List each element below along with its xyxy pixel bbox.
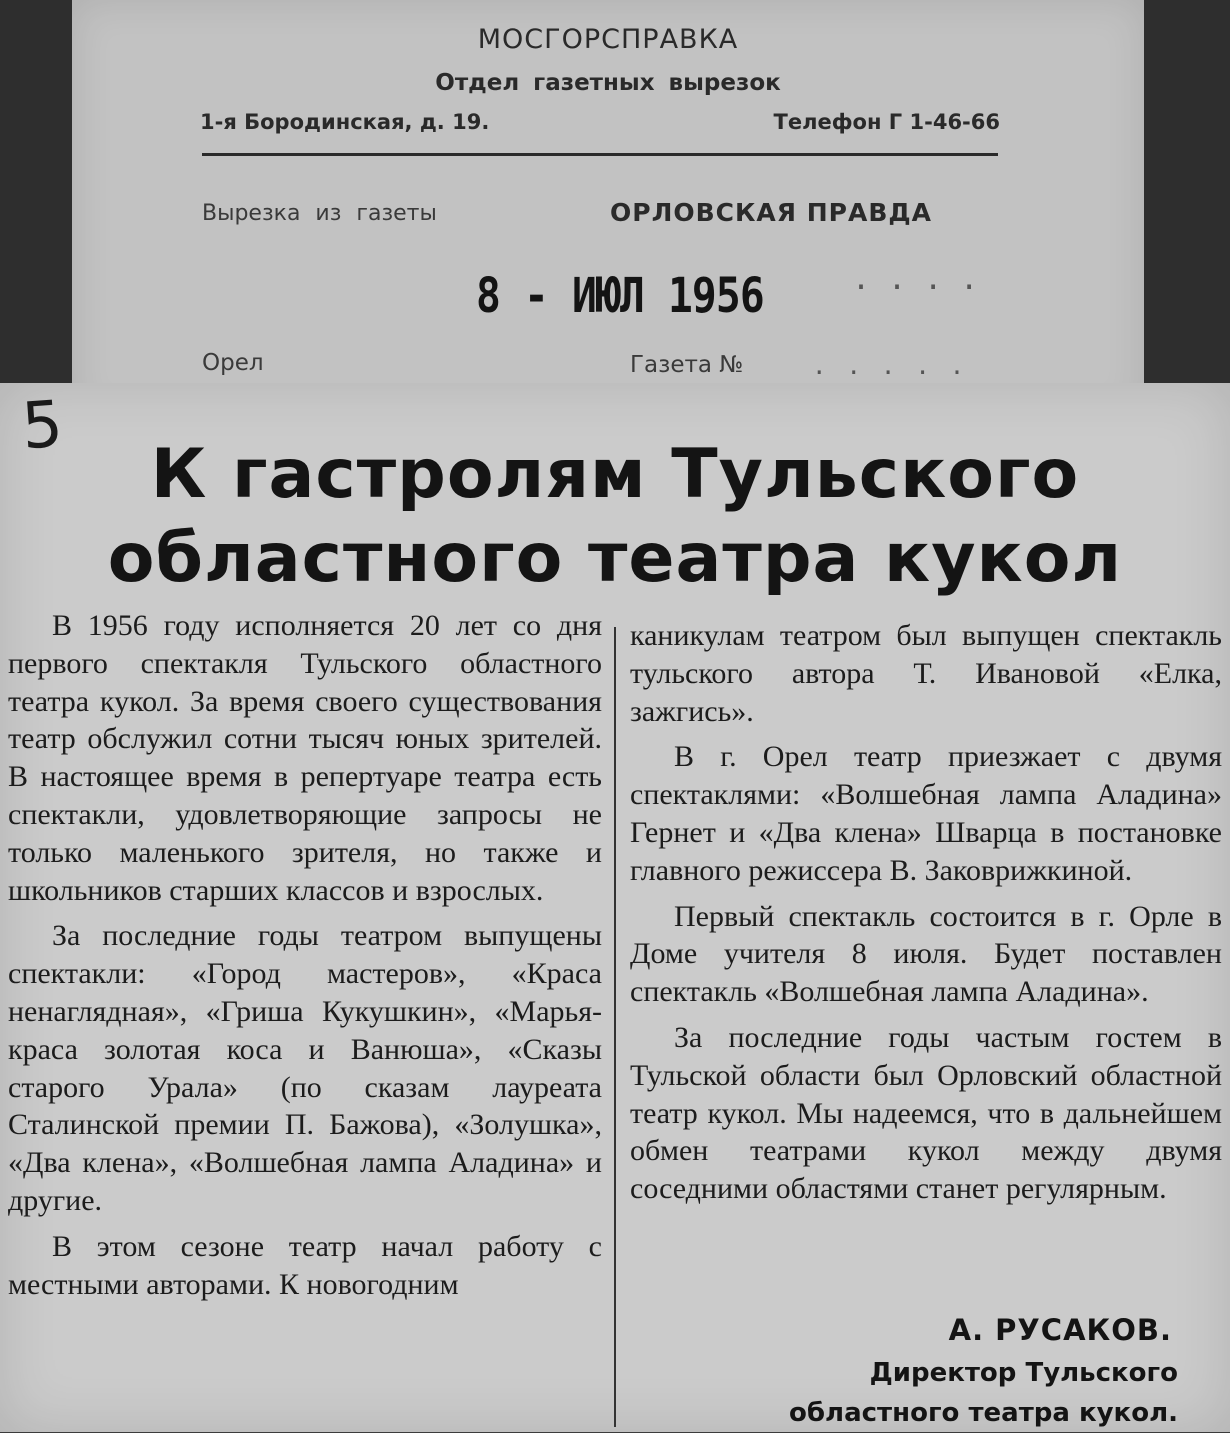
city-label: Орел xyxy=(202,350,264,376)
address: 1-я Бородинская, д. 19. xyxy=(200,110,490,134)
stamp-dots: .... xyxy=(852,262,997,297)
phone-number: Телефон Г 1-46-66 xyxy=(773,110,1000,134)
article-headline xyxy=(0,433,1230,601)
paragraph: За последние годы театром выпущены спектакли: «Город мастеров», «Краса ненаглядная», «Гриша Кукушкин», «Марья-краса золотая коса и Ванюша», «Сказы старого Урала» (по сказам лауреата Сталинской премии П. Бажова), «Золушка», «Два клена», «Волшебная лампа Аладина» и другие. xyxy=(8,919,602,1217)
organization-name: МОСГОРСПРАВКА xyxy=(477,24,739,55)
newspaper-clipping xyxy=(0,383,1230,1432)
author-title-line-1: Директор Тульского xyxy=(869,1358,1178,1388)
headline-line-1: К гастролям Тульского xyxy=(150,435,1080,514)
paragraph: Первый спектакль состоится в г. Орле в Доме учителя 8 июля. Будет поставлен спектакль «Волшебная лампа Аладина». xyxy=(630,899,1222,1009)
newspaper-name: ОРЛОВСКАЯ ПРАВДА xyxy=(610,198,932,227)
clipping-service-card xyxy=(72,0,1144,420)
header-divider xyxy=(202,153,998,156)
issue-number-label: Газета № xyxy=(630,352,744,378)
issue-number-dots: ..... xyxy=(812,352,985,380)
author-name: А. РУСАКОВ. xyxy=(948,1313,1172,1347)
author-title xyxy=(789,1353,1178,1433)
left-column xyxy=(8,607,602,1311)
paragraph: В этом сезоне театр начал работу с местными авторами. К новогодним xyxy=(8,1229,602,1301)
handwritten-page-number: 5 xyxy=(19,387,66,465)
date-stamp: 8 - ИЮЛ 1956 xyxy=(476,268,764,324)
headline-line-2: областного театра кукол xyxy=(107,519,1123,598)
paragraph: За последние годы частым гостем в Тульской области был Орловский областной театр кукол. Мы надеемся, что в дальнейшем обмен театрами кукол между двумя соседними областями станет регулярным. xyxy=(630,1020,1222,1206)
author-title-line-2: областного театра кукол. xyxy=(789,1398,1178,1428)
paragraph: В г. Орел театр приезжает с двумя спектаклями: «Волшебная лампа Аладина» Гернет и «Два клена» Шварца в постановке главного режиссера В. Заковрижкиной. xyxy=(630,740,1222,887)
clipping-from-label: Вырезка из газеты xyxy=(202,201,437,226)
column-divider xyxy=(614,627,616,1427)
right-column xyxy=(630,617,1222,1216)
paragraph: В 1956 году исполняется 20 лет со дня первого спектакля Тульского областного театра кукол. За время своего существования театр обслужил сотни тысяч юных зрителей. В настоящее время в репертуаре театра есть спектакли, удовлетворяющие запросы не только маленького зрителя, но также и школьников старших классов и взрослых. xyxy=(8,609,602,907)
paragraph-continuation: каникулам театром был выпущен спектакль тульского автора Т. Ивановой «Елка, зажгись». xyxy=(630,619,1222,728)
department-name: Отдел газетных вырезок xyxy=(435,70,781,96)
